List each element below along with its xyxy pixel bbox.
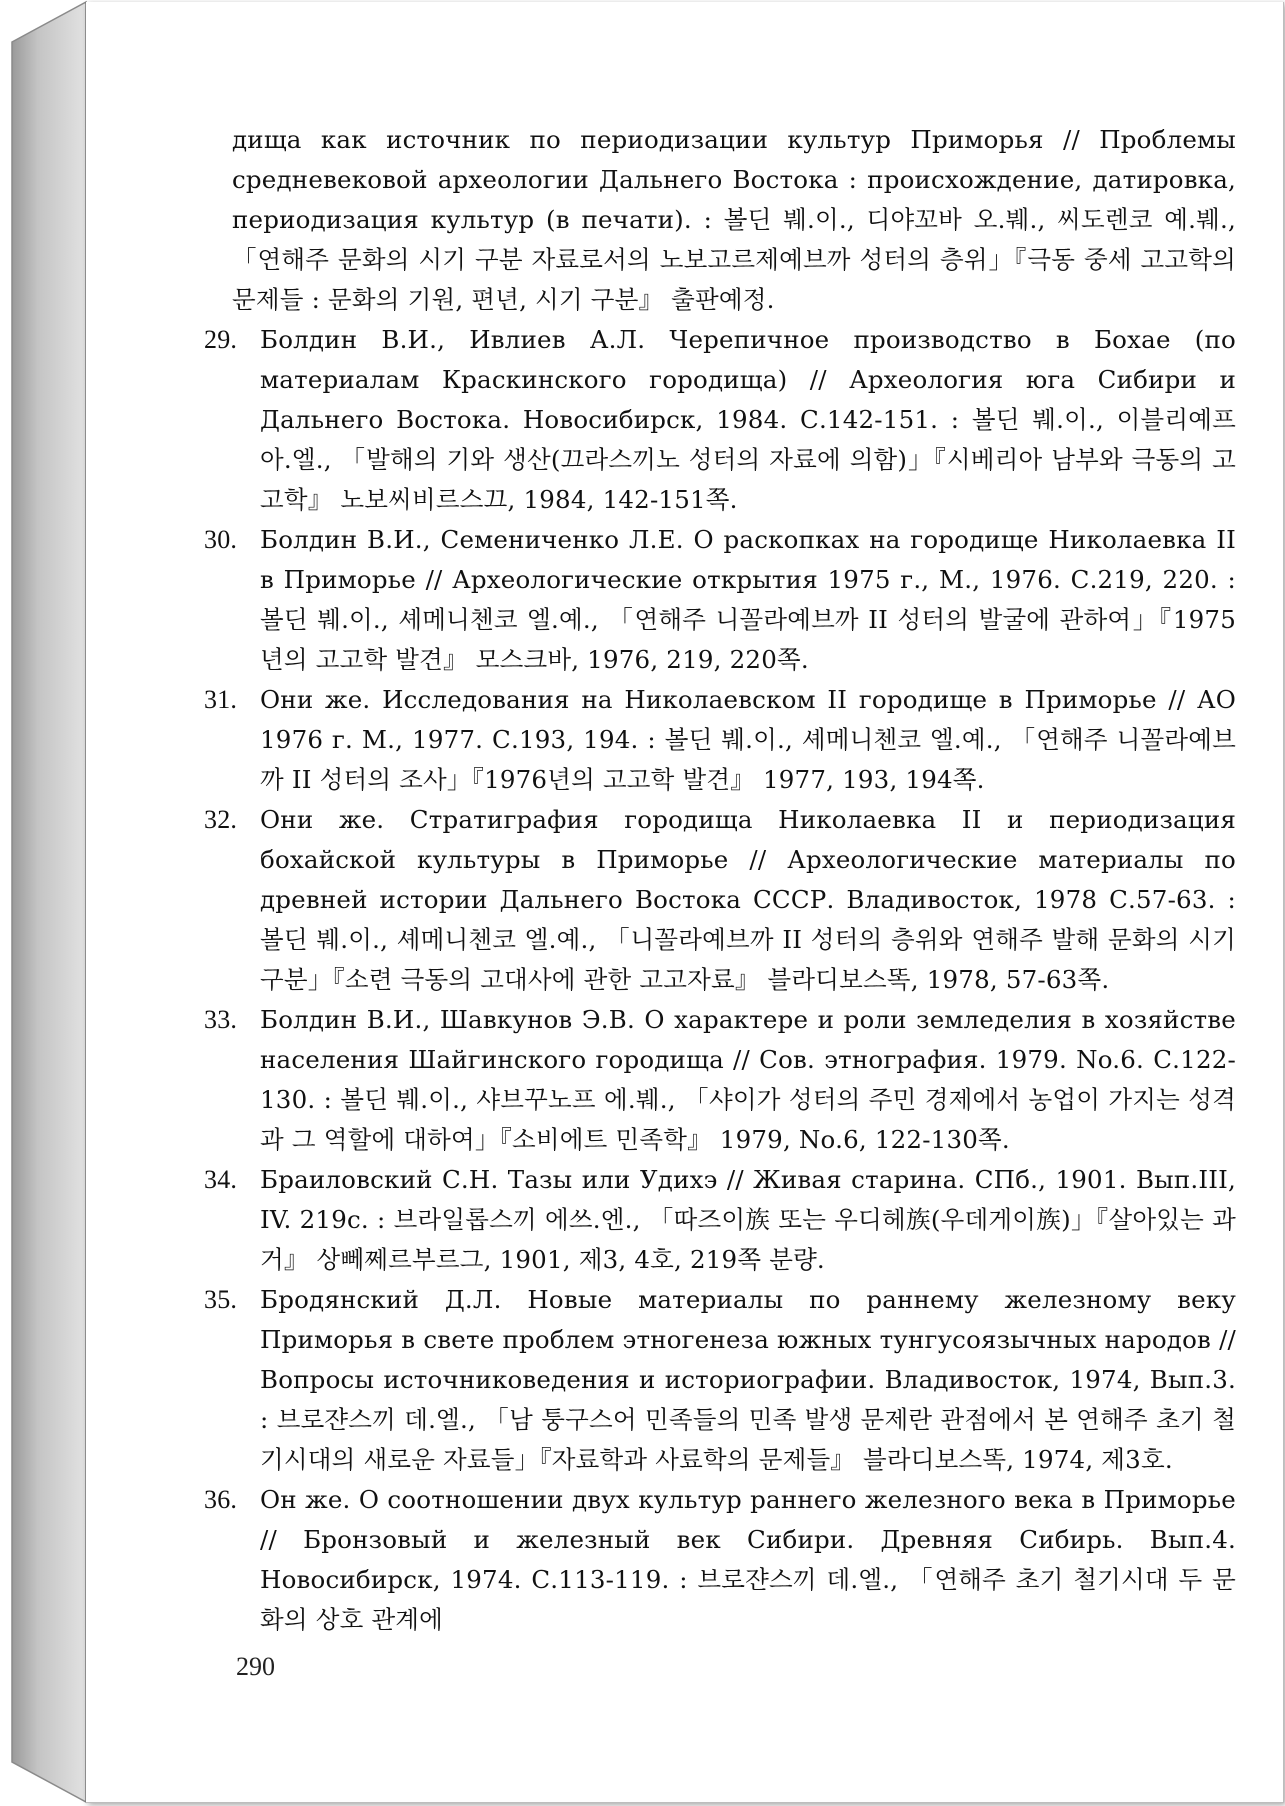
document-page	[86, 2, 1284, 1803]
reference-item	[204, 680, 1236, 800]
reference-item	[204, 1480, 1236, 1640]
reference-number: 36.	[204, 1485, 238, 1514]
reference-item	[204, 320, 1236, 520]
reference-number: 33.	[204, 1005, 238, 1034]
reference-number: 35.	[204, 1285, 238, 1314]
book-spine	[0, 0, 90, 1806]
reference-number: 32.	[204, 805, 238, 834]
reference-number: 30.	[204, 525, 238, 554]
reference-list	[204, 120, 1236, 1640]
reference-text: Они же. Стратиграфия городища Николаевка II и периодизация бохайской культуры в Приморье // Археологические материалы по древней истории Дальнего Востока СССР. Владивосток, 1978 С.57-63. : 볼딘 붸.이., 셰메니첸코 엘.예., 「니꼴라예브까 II 성터의 층위와 연해주 발해 문화의 시기 구분」『소련 극동의 고대사에 관한 고고자료』 블라디보스똑, 1978, 57-63쪽.	[260, 805, 1236, 994]
reference-number: 34.	[204, 1165, 238, 1194]
reference-text: Браиловский С.Н. Тазы или Удихэ // Живая старина. СПб., 1901. Вып.III, IV. 219с. : 브라일롭스끼 에쓰.엔., 「따즈이族 또는 우디헤族(우데게이族)」『살아있는 과거』 상뻬쩨르부르그, 1901, 제3, 4호, 219쪽 분량.	[260, 1165, 1236, 1274]
reference-text: Болдин В.И., Ивлиев А.Л. Черепичное производство в Бохае (по материалам Краскинского городища) // Археология юга Сибири и Дальнего Востока. Новосибирск, 1984. С.142-151. : 볼딘 붸.이., 이블리예프 아.엘., 「발해의 기와 생산(끄라스끼노 성터의 자료에 의함)」『시베리아 남부와 극동의 고고학』 노보씨비르스끄, 1984, 142-151쪽.	[260, 325, 1236, 514]
page-number: 290	[236, 1652, 275, 1681]
reference-number: 29.	[204, 325, 238, 354]
reference-item	[204, 800, 1236, 1000]
reference-item	[204, 1280, 1236, 1480]
reference-text: Бродянский Д.Л. Новые материалы по раннему железному веку Приморья в свете проблем этногенеза южных тунгусоязычных народов // Вопросы источниковедения и историографии. Владивосток, 1974, Вып.3. : 브로쟌스끼 데.엘., 「남 퉁구스어 민족들의 민족 발생 문제란 관점에서 본 연해주 초기 철기시대의 새로운 자료들」『자료학과 사료학의 문제들』 블라디보스똑, 1974, 제3호.	[260, 1285, 1236, 1474]
reference-item	[204, 1000, 1236, 1160]
reference-text: Он же. О соотношении двух культур раннего железного века в Приморье // Бронзовый и железный век Сибири. Древняя Сибирь. Вып.4. Новосибирск, 1974. С.113-119. : 브로쟌스끼 데.엘., 「연해주 초기 철기시대 두 문화의 상호 관계에	[260, 1485, 1236, 1634]
reference-item	[204, 1160, 1236, 1280]
book-spine-graphic	[0, 0, 90, 1806]
reference-text: Болдин В.И., Шавкунов Э.В. О характере и роли земледелия в хозяйстве населения Шайгинского городища // Сов. этнография. 1979. No.6. С.122-130. : 볼딘 붸.이., 샤브꾸노프 에.붸., 「샤이가 성터의 주민 경제에서 농업이 가지는 성격과 그 역할에 대하여」『소비에트 민족학』 1979, No.6, 122-130쪽.	[260, 1005, 1236, 1154]
reference-item	[204, 520, 1236, 680]
reference-text: Они же. Исследования на Николаевском II городище в Приморье // АО 1976 г. М., 1977. С.193, 194. : 볼딘 붸.이., 셰메니첸코 엘.예., 「연해주 니꼴라예브까 II 성터의 조사」『1976년의 고고학 발견』 1977, 193, 194쪽.	[260, 685, 1236, 794]
reference-continuation: дища как источник по периодизации культур Приморья // Проблемы средневековой археологии Дальнего Востока : происхождение, датировка, периодизация культур (в печати). : 볼딘 붸.이., 디야꼬바 오.붸., 씨도렌코 예.붸., 「연해주 문화의 시기 구분 자료로서의 노보고르제예브까 성터의 층위」『극동 중세 고고학의 문제들 : 문화의 기원, 편년, 시기 구분』 출판예정.	[232, 125, 1236, 314]
reference-number: 31.	[204, 685, 238, 714]
reference-text: Болдин В.И., Семениченко Л.Е. О раскопках на городище Николаевка II в Приморье // Археологические открытия 1975 г., М., 1976. С.219, 220. : 볼딘 붸.이., 셰메니첸코 엘.예., 「연해주 니꼴라예브까 II 성터의 발굴에 관하여」『1975년의 고고학 발견』 모스크바, 1976, 219, 220쪽.	[260, 525, 1236, 674]
